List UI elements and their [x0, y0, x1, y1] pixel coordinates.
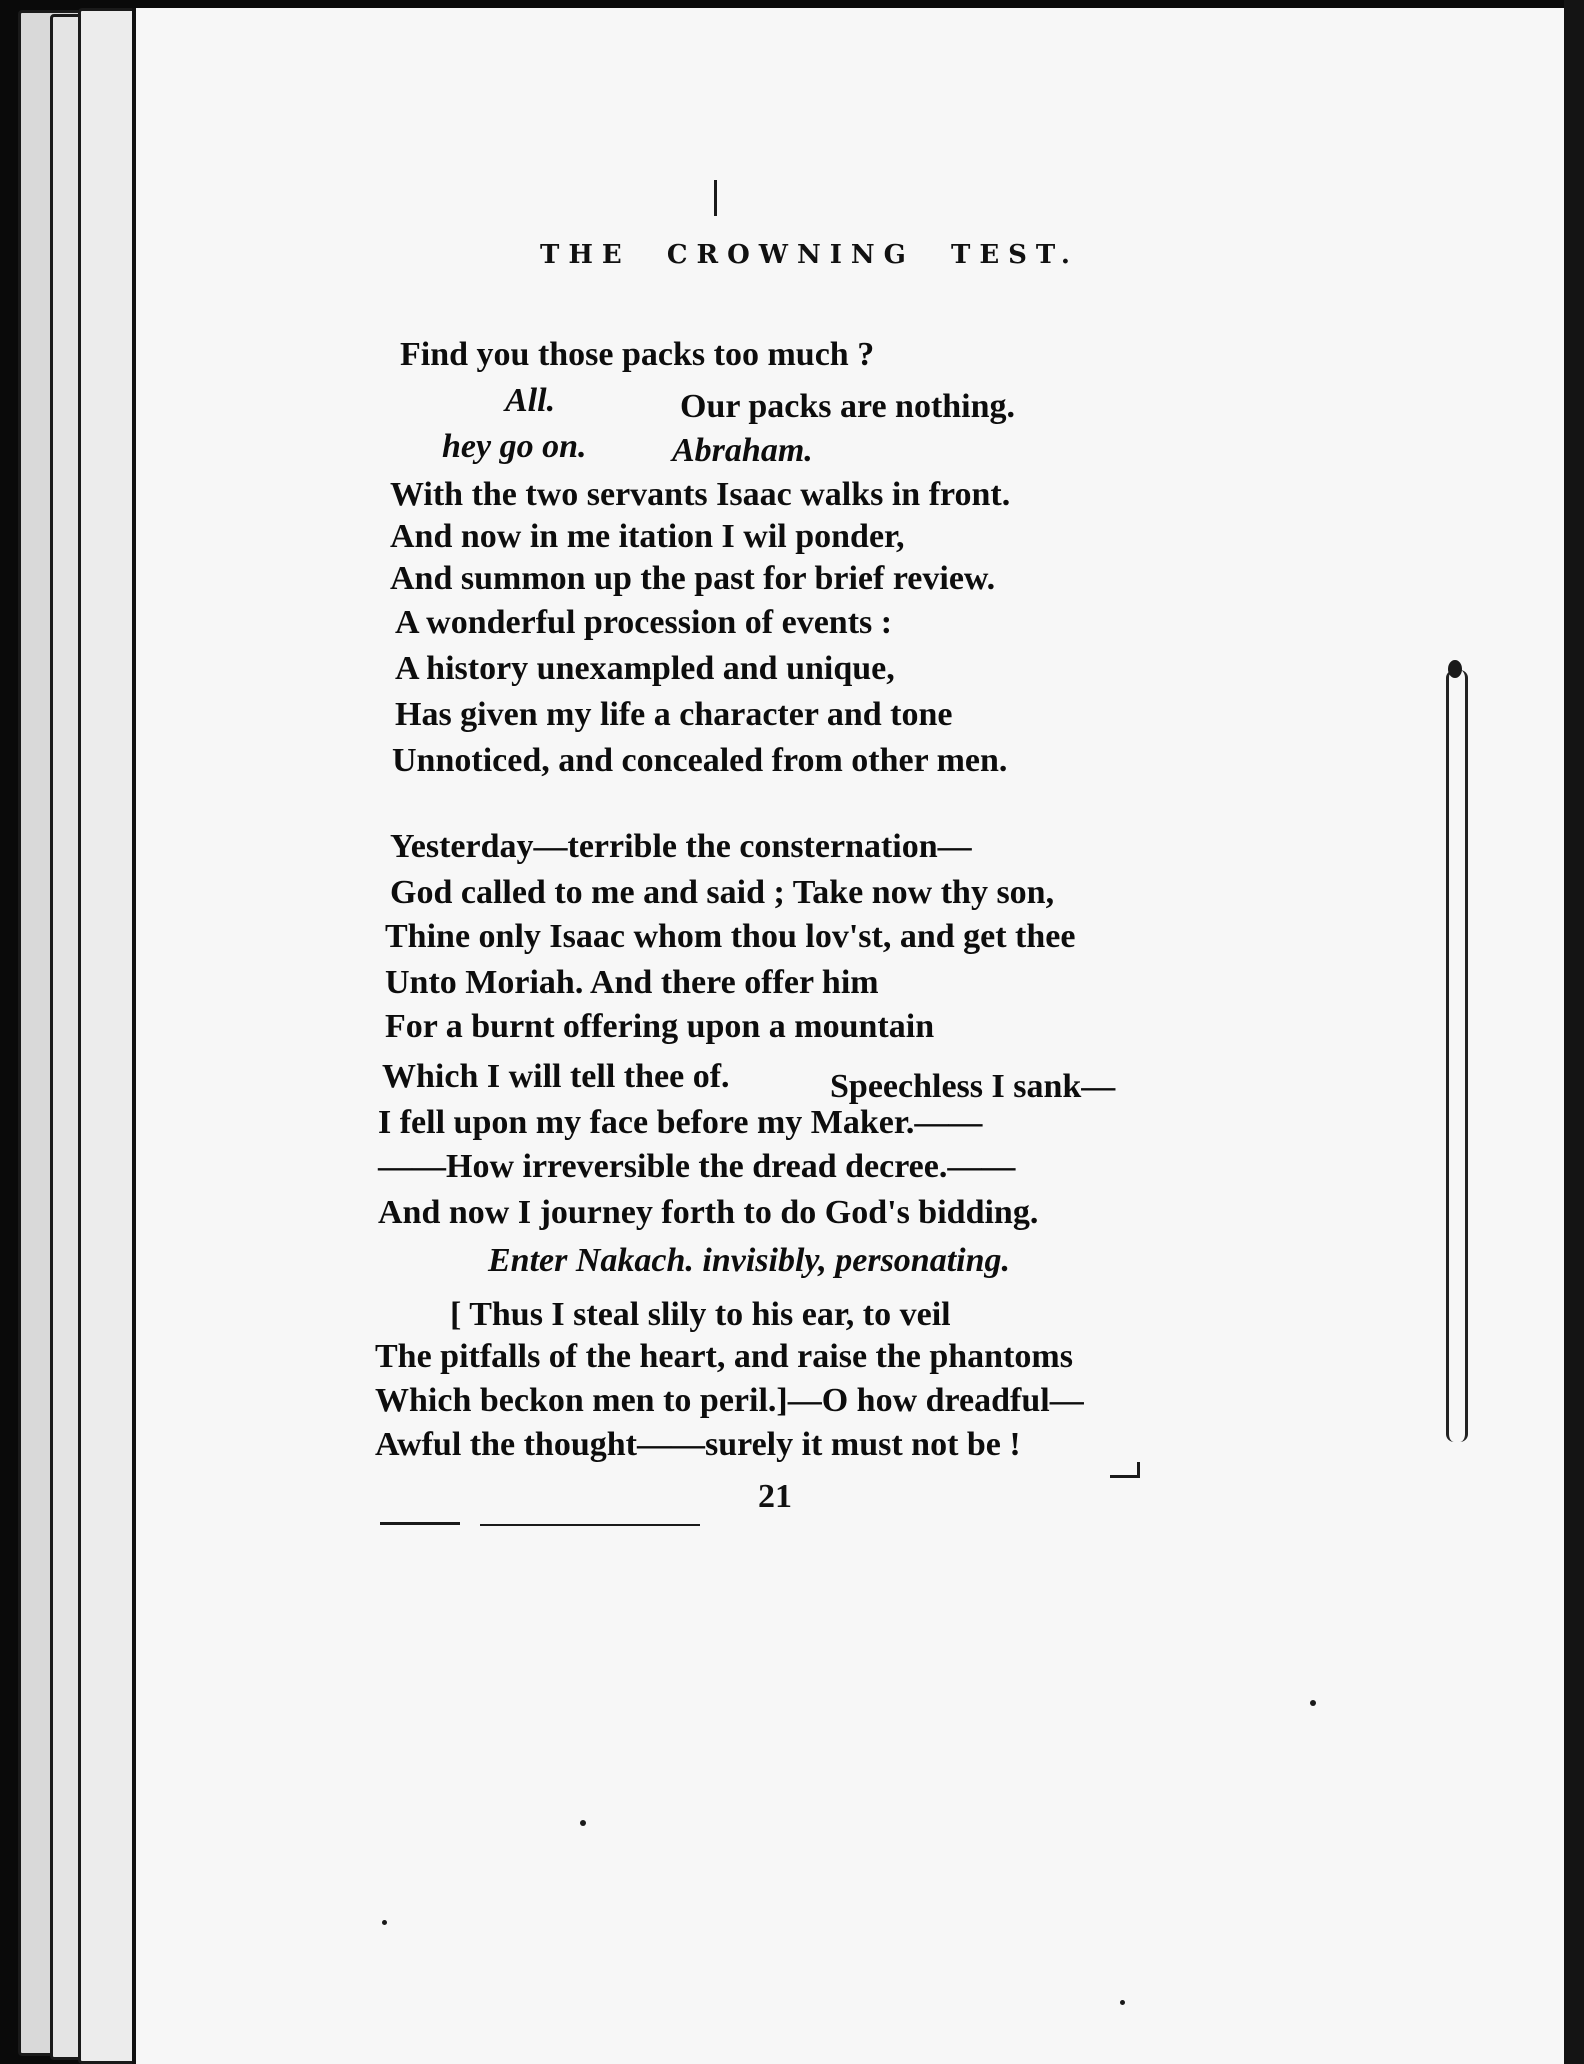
- verse-line: And summon up the past for brief review.: [390, 560, 996, 597]
- verse-line: Our packs are nothing.: [680, 388, 1016, 425]
- margin-bracket-mark: [1446, 670, 1468, 1442]
- stage-direction: hey go on.: [442, 428, 587, 465]
- verse-line: A wonderful procession of events :: [395, 604, 893, 641]
- dust-speck: [1310, 1700, 1316, 1706]
- verse-line: [ Thus I steal slily to his ear, to veil: [450, 1296, 951, 1333]
- stage-direction: Enter Nakach. invisibly, personating.: [488, 1242, 1011, 1279]
- ink-stroke: [714, 180, 717, 216]
- page-number: 21: [758, 1478, 792, 1515]
- verse-line: For a burnt offering upon a mountain: [385, 1008, 935, 1045]
- speaker-label: All.: [505, 382, 556, 419]
- verse-line: Yesterday—terrible the consternation—: [390, 828, 972, 865]
- verse-line: Find you those packs too much ?: [400, 336, 875, 373]
- verse-line: And now in me itation I wil ponder,: [390, 518, 905, 555]
- bottom-rule-mark: [380, 1522, 460, 1525]
- verse-line: And now I journey forth to do God's bidding.: [378, 1194, 1039, 1231]
- verse-line: Has given my life a character and tone: [395, 696, 953, 733]
- verse-line: Unto Moriah. And there offer him: [385, 964, 879, 1001]
- verse-line-continuation: Speechless I sank—: [830, 1068, 1116, 1105]
- verse-line: Thine only Isaac whom thou lov'st, and get thee: [385, 918, 1076, 955]
- speaker-label: Abraham.: [672, 432, 813, 469]
- verse-line: Which I will tell thee of.: [382, 1058, 730, 1095]
- verse-line: I fell upon my face before my Maker.——: [378, 1104, 983, 1141]
- ink-blot: [1448, 660, 1462, 678]
- dust-speck: [1120, 2000, 1125, 2005]
- dust-speck: [382, 1920, 387, 1925]
- corner-mark: [1137, 1462, 1140, 1478]
- verse-line: A history unexampled and unique,: [395, 650, 895, 687]
- bottom-rule-mark: [480, 1524, 700, 1526]
- verse-line: The pitfalls of the heart, and raise the phantoms: [375, 1338, 1073, 1375]
- verse-line: With the two servants Isaac walks in front.: [390, 476, 1011, 513]
- verse-line: God called to me and said ; Take now thy son,: [390, 874, 1055, 911]
- verse-line: ——How irreversible the dread decree.——: [378, 1148, 1016, 1185]
- verse-line: Unnoticed, and concealed from other men.: [392, 742, 1008, 779]
- running-head: THE CROWNING TEST.: [540, 240, 1079, 270]
- corner-mark: [1110, 1475, 1140, 1478]
- verse-line: Which beckon men to peril.]—O how dreadful—: [375, 1382, 1084, 1419]
- scan-right-border: [1564, 0, 1584, 2064]
- verse-line: Awful the thought——surely it must not be !: [375, 1426, 1021, 1463]
- dust-speck: [580, 1820, 586, 1826]
